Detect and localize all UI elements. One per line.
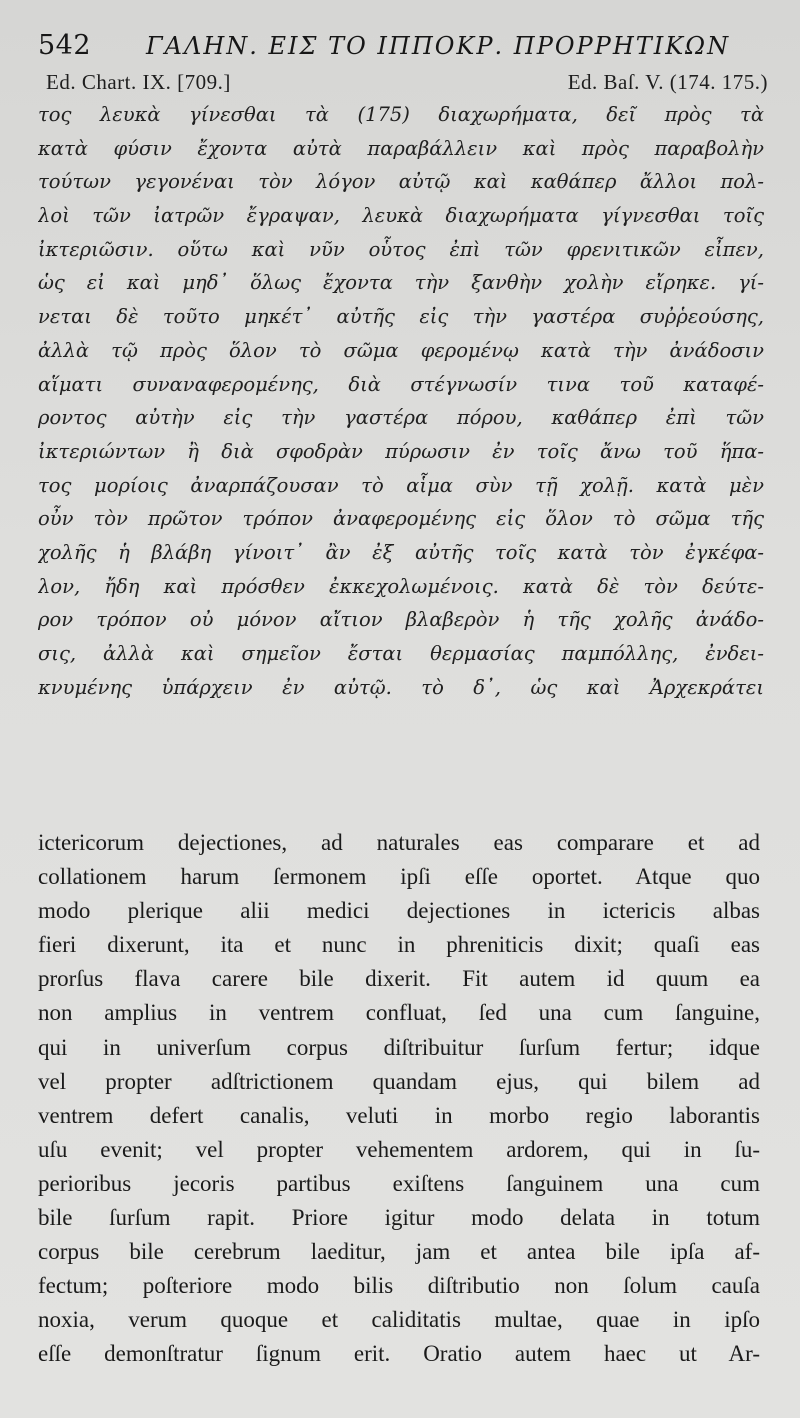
latin-text-line: modo plerique alii medici dejectiones in ictericis albas (38, 898, 760, 924)
latin-text-line: bile ſurſum rapit. Priore igitur modo delata in totum (38, 1205, 760, 1231)
latin-text-line: eſſe demonſtratur ſignum erit. Oratio autem haec ut Ar- (38, 1341, 760, 1367)
greek-text-line: ροντος αὐτὴν εἰς τὴν γαστέρα πόρου, καθάπερ ἐπὶ τῶν (38, 406, 764, 430)
greek-text-line: κατὰ φύσιν ἔχοντα αὐτὰ παραβάλλειν καὶ πρὸς παραβολὴν (38, 136, 764, 160)
page-number: 542 (38, 30, 92, 61)
greek-text-line: ἰκτεριώντων ἢ διὰ σφοδρὰν πύρωσιν ἐν τοῖς ἄνω τοῦ ἥπα- (38, 439, 764, 463)
greek-text-line: ρον τρόπον οὐ μόνον αἴτιον βλαβερὸν ἡ τῆς χολῆς ἀνάδο- (38, 608, 764, 632)
greek-text-line: τούτων γεγονέναι τὸν λόγον αὐτῷ καὶ καθάπερ ἄλλοι πολ- (38, 170, 764, 194)
greek-text-line: σις, ἀλλὰ καὶ σημεῖον ἔσται θερμασίας παμπόλλης, ἐνδει- (38, 642, 764, 665)
latin-text-line: collationem harum ſermonem ipſi eſſe oportet. Atque quo (38, 864, 760, 890)
latin-text-line: qui in univerſum corpus diſtribuitur ſurſum fertur; idque (38, 1034, 760, 1060)
latin-text-line: fieri dixerunt, ita et nunc in phreniticis dixit; quaſi eas (38, 932, 760, 958)
edition-reference-line (38, 70, 768, 98)
latin-text-line: prorſus flava carere bile dixerit. Fit autem id quum ea (38, 966, 760, 992)
running-title: ΓΑΛΗΝ. ΕΙΣ ΤΟ ΙΠΠΟΚΡ. ΠΡΟΡΡΗΤΙΚΩΝ (146, 32, 731, 60)
greek-text-line: ὡς εἰ καὶ μηδ᾽ ὅλως ἔχοντα τὴν ξανθὴν χολὴν εἴρηκε. γί- (38, 271, 764, 295)
greek-text-line: ἀλλὰ τῷ πρὸς ὅλον τὸ σῶμα φερομένῳ κατὰ τὴν ἀνάδοσιν (38, 338, 764, 362)
greek-text-line: νεται δὲ τοῦτο μηκέτ᾽ αὐτῆς εἰς τὴν γαστέρα συῤῥεούσης, (38, 305, 764, 329)
latin-text-line: corpus bile cerebrum laeditur, jam et antea bile ipſa af- (38, 1239, 760, 1265)
latin-text-line: noxia, verum quoque et caliditatis multae, quae in ipſo (38, 1307, 760, 1333)
greek-text-line: οὖν τὸν πρῶτον τρόπον ἀναφερομένης εἰς ὅλον τὸ σῶμα τῆς (38, 507, 764, 531)
greek-text-line: τος μορίοις ἀναρπάζουσαν τὸ αἷμα σὺν τῇ χολῇ. κατὰ μὲν (38, 473, 764, 497)
latin-text-line: non amplius in ventrem confluat, ſed una cum ſanguine, (38, 1000, 760, 1026)
greek-text-line: χολῆς ἡ βλάβη γίνοιτ᾽ ἂν ἐξ αὐτῆς τοῖς κατὰ τὸν ἐγκέφα- (38, 540, 764, 564)
greek-text-block (38, 98, 764, 704)
greek-text-line: κνυμένης ὑπάρχειν ἐν αὐτῷ. τὸ δ᾽, ὡς καὶ Ἀρχεκράτει (38, 675, 764, 699)
latin-text-line: perioribus jecoris partibus exiſtens ſanguinem una cum (38, 1170, 760, 1196)
latin-text-line: fectum; poſteriore modo bilis diſtributio non ſolum cauſa (38, 1273, 760, 1299)
greek-text-line: λον, ἤδη καὶ πρόσθεν ἐκκεχολωμένοις. κατὰ δὲ τὸν δεύτε- (38, 574, 764, 598)
edition-chartier-reference: Ed. Chart. IX. [709.] (46, 70, 231, 94)
latin-text-line: ventrem defert canalis, veluti in morbo regio laborantis (38, 1102, 760, 1128)
latin-text-line: uſu evenit; vel propter vehementem ardorem, qui in ſu- (38, 1136, 760, 1162)
latin-text-line: vel propter adſtrictionem quandam ejus, qui bilem ad (38, 1068, 760, 1094)
latin-text-line: ictericorum dejectiones, ad naturales eas comparare et ad (38, 830, 760, 855)
greek-text-line: λοὶ τῶν ἰατρῶν ἔγραψαν, λευκὰ διαχωρήματα γίγνεσθαι τοῖς (38, 204, 764, 228)
greek-text-line: αἵματι συναναφερομένης, διὰ στέγνωσίν τινα τοῦ καταφέ- (38, 372, 764, 396)
greek-text-line: τος λευκὰ γίνεσθαι τὰ (175) διαχωρήματα, δεῖ πρὸς τὰ (38, 103, 764, 126)
running-head (38, 28, 768, 64)
edition-basel-reference: Ed. Baſ. V. (174. 175.) (567, 70, 768, 94)
latin-text-block (38, 826, 760, 1372)
greek-text-line: ἰκτεριῶσιν. οὕτω καὶ νῦν οὗτος ἐπὶ τῶν φρενιτικῶν εἶπεν, (38, 237, 764, 261)
